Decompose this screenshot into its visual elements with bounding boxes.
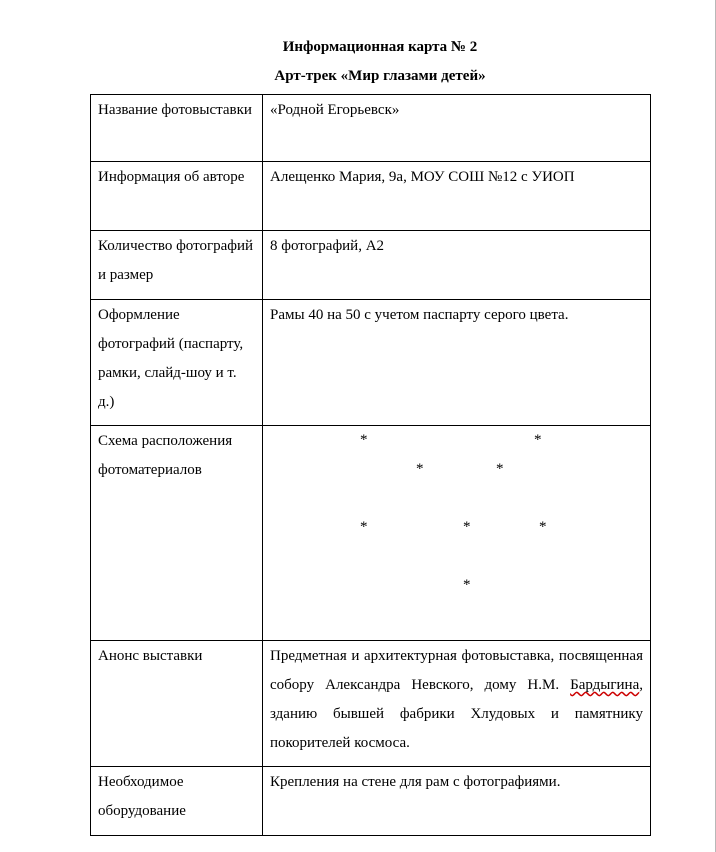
- row-label: Информация об авторе: [91, 162, 263, 231]
- row-label: Схема расположения фотоматериалов: [91, 426, 263, 641]
- row-value: «Родной Егорьевск»: [263, 95, 651, 162]
- document-subtitle: Арт-трек «Мир глазами детей»: [274, 68, 486, 84]
- row-label: Оформление фотографий (паспарту, рамки, слайд-шоу и т. д.): [91, 300, 263, 426]
- layout-scheme: [270, 426, 643, 639]
- row-value: 8 фотографий, А2: [263, 231, 651, 300]
- announcement-text: Предметная и архитектурная фотовыставка, посвященная собору Александра Невского, дому Н.М. Бардыгина, зданию бывшей фабрики Хлудовых и памятнику покорителей космоса.: [270, 648, 643, 751]
- table-row: [91, 641, 651, 767]
- row-label: Необходимое оборудование: [91, 767, 263, 836]
- table-row: [91, 426, 651, 641]
- row-value: Крепления на стене для рам с фотографиями.: [263, 767, 651, 836]
- photo-position-marker: *: [463, 519, 471, 535]
- table-row: [91, 300, 651, 426]
- info-table: [90, 94, 651, 836]
- spellcheck-underlined-word: Бардыгина: [570, 677, 640, 693]
- row-label: Название фотовыставки: [91, 95, 263, 162]
- row-value: [263, 641, 651, 767]
- table-row: [91, 767, 651, 836]
- table-row: [91, 231, 651, 300]
- row-value: Рамы 40 на 50 с учетом паспарту серого цвета.: [263, 300, 651, 426]
- row-value: Алещенко Мария, 9а, МОУ СОШ №12 с УИОП: [263, 162, 651, 231]
- photo-position-marker: *: [360, 519, 368, 535]
- layout-scheme-cell: [263, 426, 651, 641]
- photo-position-marker: *: [416, 461, 424, 477]
- photo-position-marker: *: [534, 432, 542, 448]
- document-title: Информационная карта № 2: [282, 39, 478, 55]
- photo-position-marker: *: [539, 519, 547, 535]
- table-row: [91, 162, 651, 231]
- photo-position-marker: *: [360, 432, 368, 448]
- photo-position-marker: *: [496, 461, 504, 477]
- photo-position-marker: *: [463, 577, 471, 593]
- table-row: [91, 95, 651, 162]
- row-label: Анонс выставки: [91, 641, 263, 767]
- row-label: Количество фотографий и размер: [91, 231, 263, 300]
